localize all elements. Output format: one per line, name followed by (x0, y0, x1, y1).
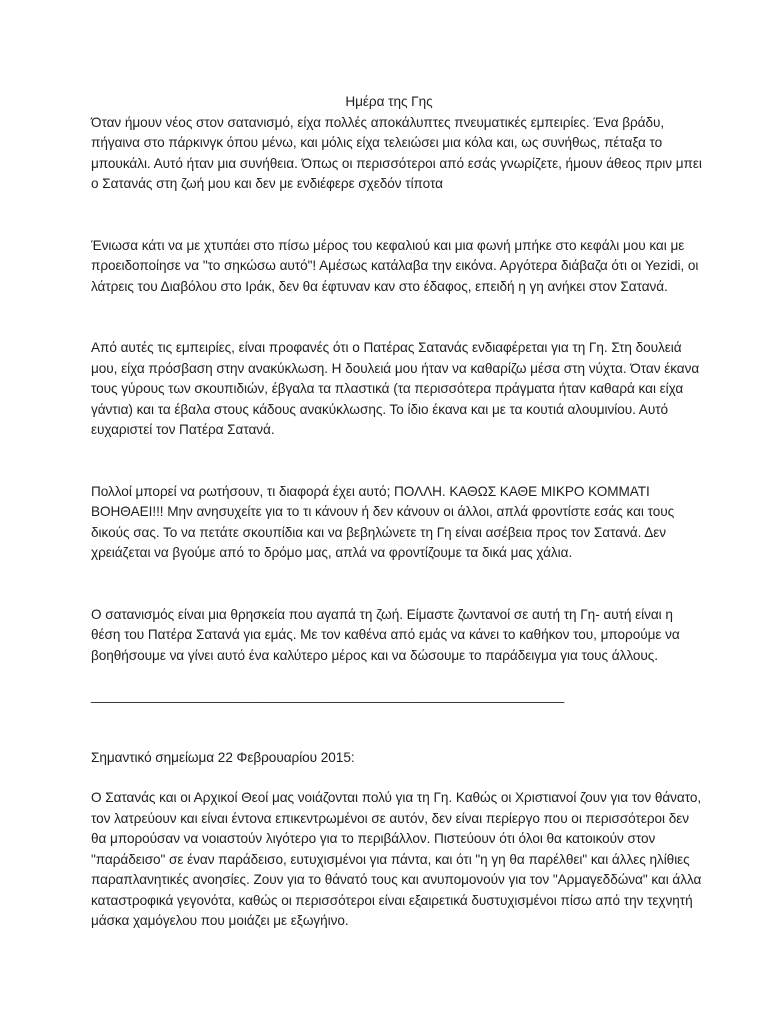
paragraph-line: δικούς σας. Το να πετάτε σκουπίδια και να βεβηλώνετε τη Γη είναι ασέβεια προς τον Σατανά. Δεν (91, 524, 667, 540)
note-paragraph (91, 788, 702, 932)
separator-line: _______________________________________________________________ (91, 688, 565, 703)
spacer (91, 768, 687, 788)
note-heading: Σημαντικό σημείωμα 22 Φεβρουαρίου 2015: (91, 749, 355, 765)
paragraph-line: παραπλανητικές ανοησίες. Ζουν για το θάνατό τους και ανυπομονούν για τον "Αρμαγεδδώνα" και άλλα (91, 872, 702, 887)
spacer (91, 441, 687, 482)
spacer (91, 564, 687, 605)
paragraph-line: καταστροφικά γεγονότα, καθώς οι περισσότεροι είναι εξαιρετικά δυστυχισμένοι πίσω από την τεχνητή (91, 892, 693, 908)
spacer (91, 707, 687, 748)
paragraph-line: χρειάζεται να βγούμε από το δρόμο μας, απλά να φροντίζουμε τα δικά μας χάλια. (91, 545, 573, 560)
document-body (91, 92, 702, 932)
paragraph-line: θέση του Πατέρα Σατανά για εμάς. Με τον καθένα από εμάς να κάνει το καθήκον του, μπορούμε να (91, 627, 680, 642)
paragraph-3 (91, 338, 700, 441)
paragraph-4 (91, 482, 687, 564)
paragraph-line: Ο σατανισμός είναι μια θρησκεία που αγαπά τη ζωή. Είμαστε ζωντανοί σε αυτή τη Γη- αυτή είναι η (91, 606, 673, 622)
spacer (91, 195, 687, 236)
document-title: Ημέρα της Γης (345, 94, 433, 109)
paragraph-line: ο Σατανάς στη ζωή μου και δεν με ενδιέφερε σχεδόν τίποτα (91, 176, 443, 191)
paragraph-line: γάντια) και τα έβαλα στους κάδους ανακύκλωσης. Το ίδιο έκανα και με τα κουτιά αλουμινίου. Αυτό (91, 401, 669, 417)
paragraph-line: πήγαινα στο πάρκινγκ όπου μένω, και μόλις είχα τελειώσει μια κόλα και, ως συνήθως, πέταξα το (91, 135, 663, 150)
paragraph-line: τους γύρους των σκουπιδιών, έβγαλα τα πλαστικά (τα περισσότερα πράγματα ήταν καθαρά και είχα (91, 381, 684, 396)
paragraph-line: Ένιωσα κάτι να με χτυπάει στο πίσω μέρος του κεφαλιού και μια φωνή μπήκε στο κεφάλι μου και με (91, 237, 685, 253)
paragraph-line: "παράδεισο" σε έναν παράδεισο, ευτυχισμένοι για πάντα, και ότι "η γη θα παρέλθει" και άλλες ηλίθιες (91, 851, 690, 867)
paragraph-line: μου, είχα πρόσβαση στην ανακύκλωση. Η δουλειά μου ήταν να καθαρίζω μέσα στη νύχτα. Όταν έκανα (91, 360, 700, 376)
paragraph-5 (91, 605, 687, 667)
paragraph-line: προειδοποίησε να "το σηκώσω αυτό"! Αμέσως κατάλαβα την εικόνα. Αργότερα διάβαζα ότι οι Yezidi, οι (91, 258, 699, 273)
paragraph-line: μάσκα χαμόγελου που μοιάζει με εξωγήινο. (91, 913, 349, 928)
paragraph-line: Ο Σατανάς και οι Αρχικοί Θεοί μας νοιάζονται πολύ για τη Γη. Καθώς οι Χριστιανοί ζουν για τον θάνατο, (91, 790, 702, 805)
paragraph-line: Από αυτές τις εμπειρίες, είναι προφανές ότι ο Πατέρας Σατανάς ενδιαφέρεται για τη Γη. Στη δουλειά (91, 340, 682, 355)
paragraph-line: ΒΟΗΘΑΕΙ!!! Μην ανησυχείτε για το τι κάνουν ή δεν κάνουν οι άλλοι, απλά φροντίστε εσάς και τους (91, 504, 675, 519)
paragraph-1 (91, 113, 702, 195)
spacer (91, 297, 687, 338)
paragraph-line: θα μπορούσαν να νοιαστούν λιγότερο για το περιβάλλον. Πιστεύουν ότι όλοι θα κατοικούν στον (91, 831, 656, 846)
spacer (91, 666, 687, 686)
paragraph-line: τον λατρεύουν και είναι έντονα επικεντρωμένοι σε αυτόν, δεν είναι περίεργο που οι περισσότεροι δεν (91, 810, 689, 826)
paragraph-line: βοηθήσουμε να γίνει αυτό ένα καλύτερο μέρος και να δώσουμε το παράδειγμα για τους άλλους. (91, 647, 659, 663)
paragraph-line: Όταν ήμουν νέος στον σατανισμό, είχα πολλές αποκάλυπτες πνευματικές εμπειρίες. Ένα βράδυ, (91, 114, 665, 130)
paragraph-line: λάτρεις του Διαβόλου στο Ιράκ, δεν θα έφτυναν καν στο έδαφος, επειδή η γη ανήκει στον Σατανά. (91, 278, 668, 294)
paragraph-line: ευχαριστεί τον Πατέρα Σατανά. (91, 422, 275, 437)
paragraph-line: Πολλοί μπορεί να ρωτήσουν, τι διαφορά έχει αυτό; ΠΟΛΛΗ. ΚΑΘΩΣ ΚΑΘΕ ΜΙΚΡΟ ΚΟΜΜΑΤΙ (91, 483, 650, 499)
paragraph-line: μπουκάλι. Αυτό ήταν μια συνήθεια. Όπως οι περισσότεροι από εσάς γνωρίζετε, ήμουν άθεος πριν μπει (91, 155, 702, 171)
paragraph-2 (91, 236, 699, 298)
